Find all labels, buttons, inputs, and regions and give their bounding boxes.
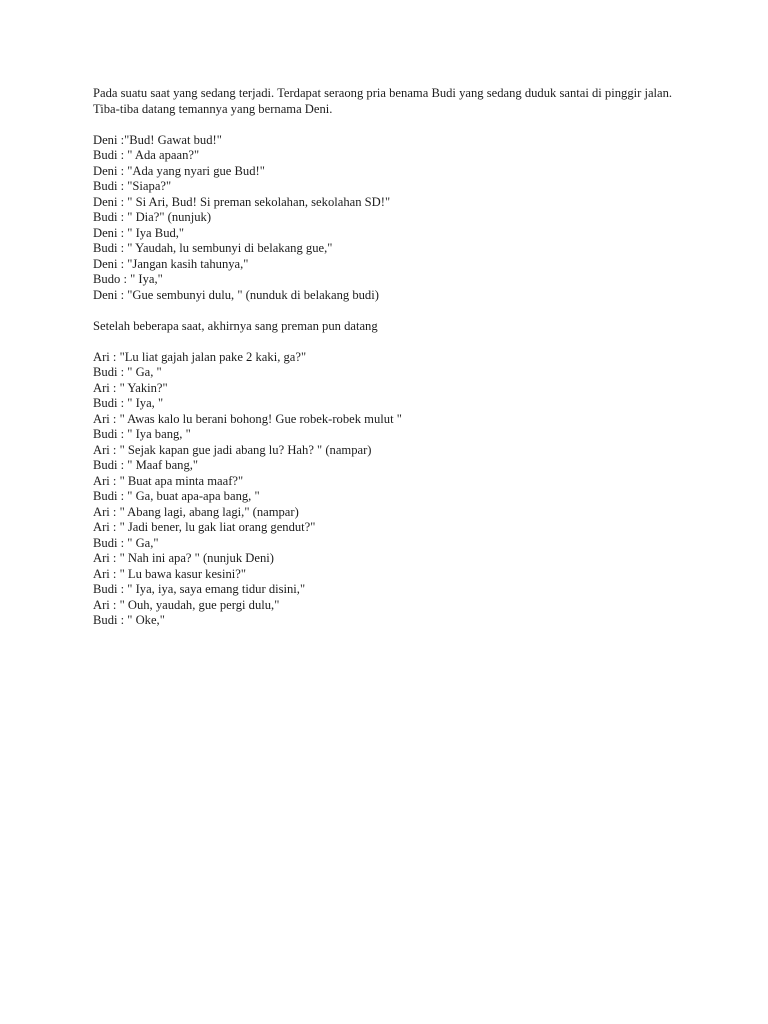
dialogue-line: Budi : " Iya, iya, saya emang tidur disini," <box>93 582 306 596</box>
dialogue-line: Deni : " Iya Bud," <box>93 225 185 240</box>
dialogue-line: Budi : " Yaudah, lu sembunyi di belakang gue," <box>93 241 333 255</box>
dialogue-line: Budi : " Ga," <box>93 535 159 550</box>
dialogue-line: Budi : " Ga, " <box>93 365 162 379</box>
transition-paragraph: Setelah beberapa saat, akhirnya sang preman pun datang <box>93 318 378 333</box>
dialogue-line: Budi : " Ada apaan?" <box>93 148 200 162</box>
dialogue-line: Budi : " Oke," <box>93 613 165 627</box>
dialogue-line: Ari : " Abang lagi, abang lagi," (nampar) <box>93 504 299 519</box>
dialogue-line: Ari : " Jadi bener, lu gak liat orang gendut?" <box>93 520 316 534</box>
dialogue-line: Deni : " Si Ari, Bud! Si preman sekolahan, sekolahan SD!" <box>93 194 391 209</box>
dialogue-line: Budi : " Maaf bang," <box>93 458 199 472</box>
paragraph-gap <box>93 334 673 350</box>
dialogue-line: Deni :"Bud! Gawat bud!" <box>93 132 222 147</box>
dialogue-line: Budi : " Iya, " <box>93 396 164 410</box>
dialogue-block-2 <box>93 350 673 629</box>
dialogue-line: Ari : " Awas kalo lu berani bohong! Gue robek-robek mulut " <box>93 411 402 426</box>
dialogue-line: Ari : " Buat apa minta maaf?" <box>93 473 244 488</box>
document-body <box>93 86 673 629</box>
dialogue-line: Budi : " Dia?" (nunjuk) <box>93 210 212 224</box>
dialogue-line: Budo : " Iya," <box>93 272 163 286</box>
paragraph-gap <box>93 303 673 319</box>
dialogue-line: Deni : "Jangan kasih tahunya," <box>93 256 249 271</box>
dialogue-block-1 <box>93 133 673 304</box>
paragraph-gap <box>93 117 673 133</box>
dialogue-line: Ari : " Lu bawa kasur kesini?" <box>93 566 246 581</box>
dialogue-line: Ari : "Lu liat gajah jalan pake 2 kaki, ga?" <box>93 349 307 364</box>
dialogue-line: Budi : " Iya bang, " <box>93 427 191 441</box>
dialogue-line: Budi : "Siapa?" <box>93 179 172 193</box>
dialogue-line: Ari : " Yakin?" <box>93 380 168 395</box>
dialogue-line: Deni : "Gue sembunyi dulu, " (nunduk di belakang budi) <box>93 287 379 302</box>
dialogue-line: Budi : " Ga, buat apa-apa bang, " <box>93 489 260 503</box>
intro-paragraph: Pada suatu saat yang sedang terjadi. Terdapat seraong pria benama Budi yang sedang duduk santai di pinggir jalan. Tiba-tiba datang temannya yang bernama Deni. <box>93 86 673 116</box>
dialogue-line: Deni : "Ada yang nyari gue Bud!" <box>93 163 265 178</box>
dialogue-line: Ari : " Ouh, yaudah, gue pergi dulu," <box>93 597 280 612</box>
dialogue-line: Ari : " Nah ini apa? " (nunjuk Deni) <box>93 551 274 565</box>
dialogue-line: Ari : " Sejak kapan gue jadi abang lu? Hah? " (nampar) <box>93 442 372 457</box>
